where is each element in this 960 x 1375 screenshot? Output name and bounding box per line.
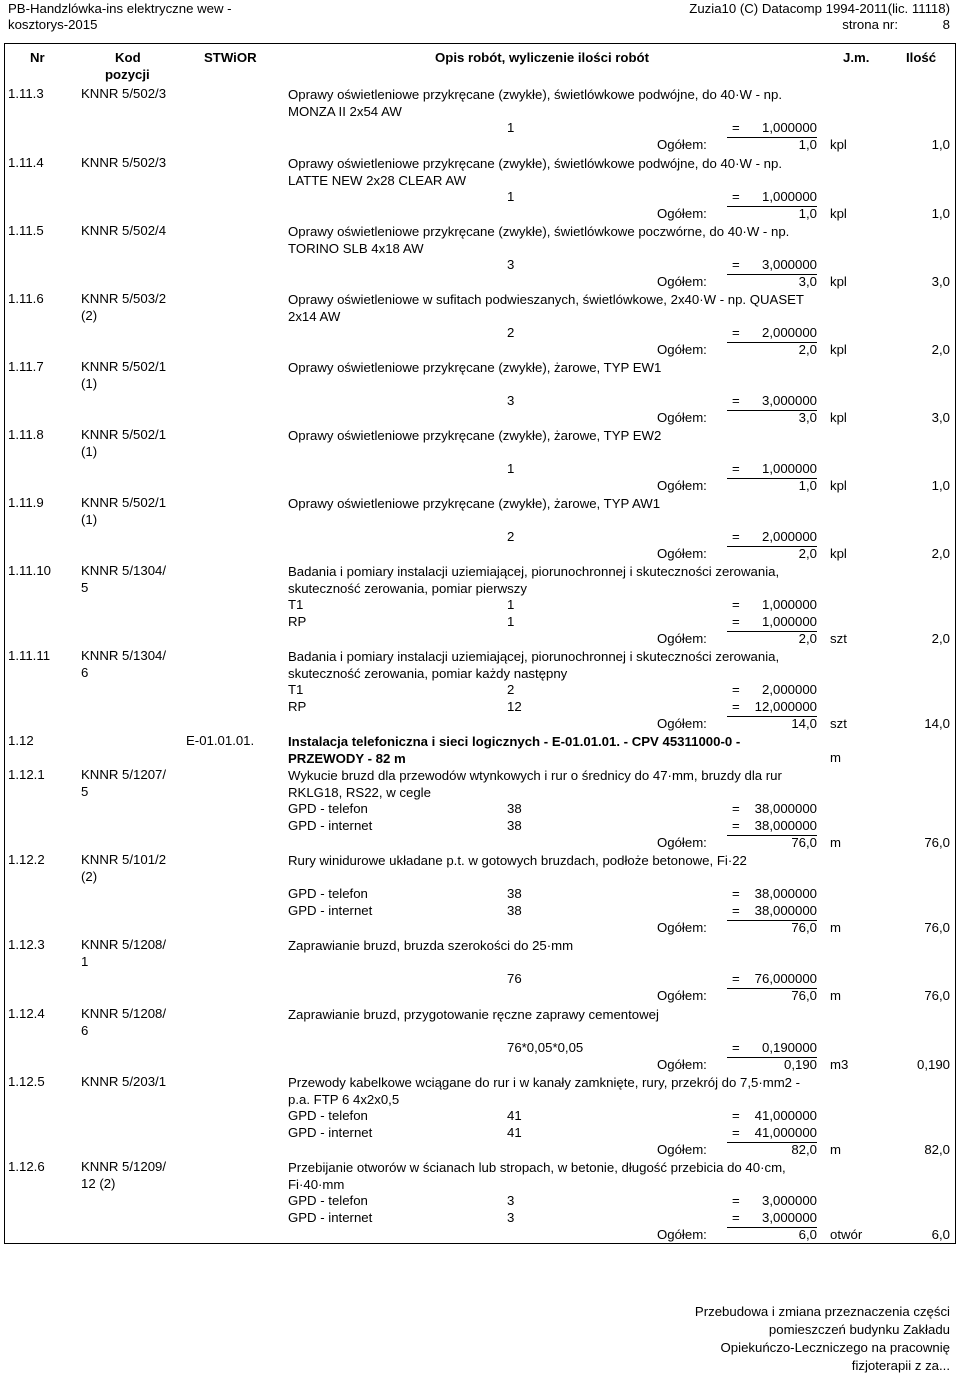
calc-result: 1,000000 bbox=[761, 189, 817, 204]
unit: otwór bbox=[830, 1227, 863, 1242]
position-number: 1.11.7 bbox=[8, 359, 44, 374]
total-line bbox=[0, 206, 960, 223]
calc-result: 1,000000 bbox=[761, 461, 817, 476]
position-code: KNNR 5/203/1 bbox=[81, 1074, 167, 1089]
total-value: 6,0 bbox=[798, 1227, 817, 1242]
calc-result: 41,000000 bbox=[754, 1125, 817, 1140]
calc-line bbox=[0, 818, 960, 835]
calc-expression: 38 bbox=[507, 801, 522, 816]
quantity: 1,0 bbox=[931, 137, 950, 152]
position-number: 1.12.2 bbox=[8, 852, 45, 867]
calc-equals: = bbox=[732, 1108, 740, 1123]
calc-line bbox=[0, 325, 960, 342]
calc-equals: = bbox=[732, 903, 740, 918]
unit: m bbox=[830, 920, 841, 935]
calc-expression: 41 bbox=[507, 1108, 522, 1123]
position-description: Rury winidurowe układane p.t. w gotowych bruzdach, podłoże betonowe, Fi·22 bbox=[288, 853, 747, 868]
quantity: 76,0 bbox=[924, 920, 950, 935]
position-code: (2) bbox=[81, 869, 98, 884]
calc-label: GPD - telefon bbox=[288, 801, 368, 816]
col-opis: Opis robót, wyliczenie ilości robót bbox=[435, 50, 649, 65]
position-description: Oprawy oświetleniowe przykręcane (zwykłe), świetlówkowe poczwórne, do 40·W - np. TORINO SLB 4x18 AW bbox=[288, 224, 790, 256]
position-description: Badania i pomiary instalacji uziemiającej, piorunochronnej i skuteczności zerowania, skuteczność zerowania, pomiar pierwszy bbox=[288, 564, 780, 596]
total-line bbox=[0, 137, 960, 154]
calc-result: 76,000000 bbox=[754, 971, 817, 986]
position-code: (1) bbox=[81, 376, 98, 391]
position-code: 6 bbox=[81, 665, 89, 680]
unit: m bbox=[830, 750, 841, 765]
total-line bbox=[0, 1057, 960, 1074]
calc-equals: = bbox=[732, 614, 740, 629]
total-value: 1,0 bbox=[798, 478, 817, 493]
doc-title-line1: PB-Handzlówka-ins elektryczne wew - bbox=[8, 1, 232, 16]
quantity: 0,190 bbox=[916, 1057, 950, 1072]
position-code: KNNR 5/502/1 bbox=[81, 495, 167, 510]
position-number: 1.11.11 bbox=[8, 648, 51, 663]
position-description: Oprawy oświetleniowe przykręcane (zwykłe), świetlówkowe podwójne, do 40·W - np. MONZA II 2x54 AW bbox=[288, 87, 782, 119]
calc-expression: 1 bbox=[507, 120, 515, 135]
position-code: KNNR 5/1208/ bbox=[81, 937, 167, 952]
position-code: 5 bbox=[81, 580, 89, 595]
total-value: 1,0 bbox=[798, 206, 817, 221]
total-label: Ogółem: bbox=[657, 546, 707, 561]
calc-equals: = bbox=[732, 1193, 740, 1208]
calc-result: 41,000000 bbox=[754, 1108, 817, 1123]
total-value: 3,0 bbox=[798, 274, 817, 289]
calc-equals: = bbox=[732, 597, 740, 612]
calc-label: GPD - telefon bbox=[288, 886, 368, 901]
calc-result: 2,000000 bbox=[761, 529, 817, 544]
calc-line bbox=[0, 461, 960, 478]
calc-expression: 1 bbox=[507, 189, 515, 204]
calc-result: 1,000000 bbox=[761, 597, 817, 612]
total-value: 82,0 bbox=[791, 1142, 817, 1157]
total-label: Ogółem: bbox=[657, 988, 707, 1003]
calc-equals: = bbox=[732, 1125, 740, 1140]
quantity: 1,0 bbox=[931, 206, 950, 221]
software-info: Zuzia10 (C) Datacomp 1994-2011(lic. 11118) bbox=[689, 1, 950, 16]
calc-result: 3,000000 bbox=[761, 1210, 817, 1225]
page-label: strona nr: bbox=[842, 17, 898, 32]
position-number: 1.11.3 bbox=[8, 86, 44, 101]
unit: kpl bbox=[830, 478, 847, 493]
calc-line bbox=[0, 971, 960, 988]
calc-line bbox=[0, 614, 960, 631]
position-number: 1.12.6 bbox=[8, 1159, 45, 1174]
col-kod-sub: pozycji bbox=[105, 67, 150, 82]
unit: m bbox=[830, 1142, 841, 1157]
position-code: (2) bbox=[81, 308, 98, 323]
col-stwior: STWiOR bbox=[204, 50, 257, 65]
calc-expression: 1 bbox=[507, 597, 515, 612]
calc-equals: = bbox=[732, 971, 740, 986]
total-value: 1,0 bbox=[798, 137, 817, 152]
calc-equals: = bbox=[732, 257, 740, 272]
total-label: Ogółem: bbox=[657, 410, 707, 425]
calc-expression: 76 bbox=[507, 971, 522, 986]
position-description: Badania i pomiary instalacji uziemiającej, piorunochronnej i skuteczności zerowania, skuteczność zerowania, pomiar każdy następny bbox=[288, 649, 780, 681]
position-code: 1 bbox=[81, 954, 89, 969]
position-code: KNNR 5/502/1 bbox=[81, 427, 167, 442]
calc-result: 2,000000 bbox=[761, 682, 817, 697]
unit: kpl bbox=[830, 274, 847, 289]
calc-equals: = bbox=[732, 529, 740, 544]
position-description: Oprawy oświetleniowe przykręcane (zwykłe), żarowe, TYP AW1 bbox=[288, 496, 661, 511]
position-description: Oprawy oświetleniowe przykręcane (zwykłe), żarowe, TYP EW1 bbox=[288, 360, 662, 375]
quantity: 14,0 bbox=[924, 716, 950, 731]
calc-result: 38,000000 bbox=[754, 801, 817, 816]
calc-result: 1,000000 bbox=[761, 120, 817, 135]
total-line bbox=[0, 631, 960, 648]
total-label: Ogółem: bbox=[657, 631, 707, 646]
total-line bbox=[0, 1227, 960, 1244]
total-value: 76,0 bbox=[791, 988, 817, 1003]
calc-line bbox=[0, 886, 960, 903]
page-header bbox=[0, 0, 960, 38]
position-code: KNNR 5/502/3 bbox=[81, 155, 167, 170]
total-label: Ogółem: bbox=[657, 478, 707, 493]
footer-line: pomieszczeń budynku Zakładu bbox=[768, 1322, 950, 1337]
position-number: 1.12.5 bbox=[8, 1074, 45, 1089]
quantity: 1,0 bbox=[931, 478, 950, 493]
unit: m3 bbox=[830, 1057, 849, 1072]
calc-expression: 38 bbox=[507, 886, 522, 901]
position-number: 1.12.4 bbox=[8, 1006, 45, 1021]
calc-equals: = bbox=[732, 120, 740, 135]
position-code: KNNR 5/503/2 bbox=[81, 291, 167, 306]
calc-line bbox=[0, 1125, 960, 1142]
total-line bbox=[0, 274, 960, 291]
calc-equals: = bbox=[732, 1040, 740, 1055]
total-line bbox=[0, 1142, 960, 1159]
total-line bbox=[0, 920, 960, 937]
total-label: Ogółem: bbox=[657, 274, 707, 289]
position-number: 1.11.8 bbox=[8, 427, 44, 442]
total-line bbox=[0, 478, 960, 495]
calc-equals: = bbox=[732, 189, 740, 204]
position-number: 1.11.9 bbox=[8, 495, 44, 510]
quantity: 76,0 bbox=[924, 835, 950, 850]
calc-line bbox=[0, 1040, 960, 1057]
position-description: Oprawy oświetleniowe przykręcane (zwykłe), świetlówkowe podwójne, do 40·W - np. LATTE NEW 2x28 CLEAR AW bbox=[288, 156, 782, 188]
unit: szt bbox=[830, 716, 847, 731]
calc-label: GPD - internet bbox=[288, 1125, 373, 1140]
total-label: Ogółem: bbox=[657, 1057, 707, 1072]
calc-expression: 2 bbox=[507, 325, 515, 340]
position-description: Zaprawianie bruzd, przygotowanie ręczne zaprawy cementowej bbox=[288, 1007, 659, 1022]
unit: kpl bbox=[830, 410, 847, 425]
position-code: 6 bbox=[81, 1023, 89, 1038]
total-line bbox=[0, 410, 960, 427]
position-description: Oprawy oświetleniowe w sufitach podwieszanych, świetlówkowe, 2x40·W - np. QUASET 2x14 AW bbox=[288, 292, 804, 324]
total-label: Ogółem: bbox=[657, 835, 707, 850]
calc-equals: = bbox=[732, 393, 740, 408]
calc-result: 38,000000 bbox=[754, 818, 817, 833]
doc-title-line2: kosztorys-2015 bbox=[8, 17, 98, 32]
quantity: 2,0 bbox=[931, 631, 950, 646]
calc-line bbox=[0, 699, 960, 716]
calc-line bbox=[0, 120, 960, 137]
col-nr: Nr bbox=[30, 50, 45, 65]
col-jm: J.m. bbox=[843, 50, 870, 65]
position-code: KNNR 5/1208/ bbox=[81, 1006, 167, 1021]
total-value: 76,0 bbox=[791, 920, 817, 935]
total-line bbox=[0, 546, 960, 563]
calc-result: 12,000000 bbox=[754, 699, 817, 714]
calc-expression: 1 bbox=[507, 461, 515, 476]
position-code: KNNR 5/1209/ bbox=[81, 1159, 167, 1174]
total-line bbox=[0, 716, 960, 733]
calc-label: GPD - telefon bbox=[288, 1193, 368, 1208]
calc-equals: = bbox=[732, 682, 740, 697]
total-value: 2,0 bbox=[798, 342, 817, 357]
position-description: Instalacja telefoniczna i sieci logicznych - E-01.01.01. - CPV 45311000-0 - PRZEWODY - 82 m bbox=[288, 734, 741, 766]
quantity: 2,0 bbox=[931, 546, 950, 561]
position-number: 1.11.10 bbox=[8, 563, 52, 578]
position-code: KNNR 5/1207/ bbox=[81, 767, 167, 782]
total-value: 2,0 bbox=[798, 631, 817, 646]
quantity: 2,0 bbox=[931, 342, 950, 357]
position-number: 1.12.1 bbox=[8, 767, 45, 782]
calc-label: GPD - internet bbox=[288, 818, 373, 833]
total-value: 2,0 bbox=[798, 546, 817, 561]
calc-line bbox=[0, 682, 960, 699]
calc-equals: = bbox=[732, 461, 740, 476]
calc-line bbox=[0, 1210, 960, 1227]
total-line bbox=[0, 988, 960, 1005]
total-value: 3,0 bbox=[798, 410, 817, 425]
calc-result: 3,000000 bbox=[761, 257, 817, 272]
unit: kpl bbox=[830, 546, 847, 561]
calc-result: 38,000000 bbox=[754, 903, 817, 918]
quantity: 3,0 bbox=[931, 274, 950, 289]
calc-label: RP bbox=[288, 699, 307, 714]
total-line bbox=[0, 835, 960, 852]
position-code: KNNR 5/1304/ bbox=[81, 563, 167, 578]
quantity: 82,0 bbox=[924, 1142, 950, 1157]
calc-expression: 1 bbox=[507, 614, 515, 629]
unit: kpl bbox=[830, 137, 847, 152]
footer-line: fizjoterapii z za... bbox=[851, 1358, 950, 1373]
calc-line bbox=[0, 801, 960, 818]
position-code: (1) bbox=[81, 512, 98, 527]
calc-result: 3,000000 bbox=[761, 1193, 817, 1208]
position-code: (1) bbox=[81, 444, 98, 459]
calc-result: 2,000000 bbox=[761, 325, 817, 340]
calc-result: 1,000000 bbox=[761, 614, 817, 629]
footer-line: Przebudowa i zmiana przeznaczenia części bbox=[694, 1304, 950, 1319]
calc-label: T1 bbox=[288, 682, 304, 697]
calc-line bbox=[0, 529, 960, 546]
calc-line bbox=[0, 257, 960, 274]
unit: szt bbox=[830, 631, 847, 646]
page-footer bbox=[650, 1303, 950, 1375]
position-description: Przebijanie otworów w ścianach lub stropach, w betonie, długość przebicia do 40·cm, Fi·40·mm bbox=[288, 1160, 786, 1192]
position-number: 1.12.3 bbox=[8, 937, 45, 952]
calc-equals: = bbox=[732, 1210, 740, 1225]
calc-equals: = bbox=[732, 801, 740, 816]
calc-expression: 3 bbox=[507, 1193, 515, 1208]
calc-expression: 3 bbox=[507, 1210, 515, 1225]
calc-line bbox=[0, 189, 960, 206]
position-number: 1.11.5 bbox=[8, 223, 44, 238]
unit: m bbox=[830, 835, 841, 850]
col-kod: Kod bbox=[115, 50, 141, 65]
quantity: 76,0 bbox=[924, 988, 950, 1003]
calc-expression: 2 bbox=[507, 529, 515, 544]
total-label: Ogółem: bbox=[657, 1227, 707, 1242]
total-label: Ogółem: bbox=[657, 137, 707, 152]
col-ilosc: Ilość bbox=[906, 50, 937, 65]
calc-label: RP bbox=[288, 614, 307, 629]
calc-equals: = bbox=[732, 325, 740, 340]
calc-expression: 2 bbox=[507, 682, 515, 697]
footer-line: Opiekuńczo-Leczniczego na pracownię bbox=[720, 1340, 950, 1355]
quantity: 3,0 bbox=[931, 410, 950, 425]
calc-result: 3,000000 bbox=[761, 393, 817, 408]
position-code: KNNR 5/502/3 bbox=[81, 86, 167, 101]
calc-expression: 3 bbox=[507, 393, 515, 408]
calc-label: GPD - internet bbox=[288, 903, 373, 918]
calc-expression: 3 bbox=[507, 257, 515, 272]
total-label: Ogółem: bbox=[657, 342, 707, 357]
total-label: Ogółem: bbox=[657, 1142, 707, 1157]
total-value: 0,190 bbox=[783, 1057, 817, 1072]
unit: kpl bbox=[830, 206, 847, 221]
quantity: 6,0 bbox=[931, 1227, 950, 1242]
total-label: Ogółem: bbox=[657, 206, 707, 221]
calc-expression: 12 bbox=[507, 699, 522, 714]
position-code: KNNR 5/502/1 bbox=[81, 359, 167, 374]
position-code: 5 bbox=[81, 784, 89, 799]
position-code: KNNR 5/502/4 bbox=[81, 223, 167, 238]
total-line bbox=[0, 342, 960, 359]
position-number: 1.12 bbox=[8, 733, 34, 748]
page-number: 8 bbox=[942, 17, 950, 32]
stwior-code: E-01.01.01. bbox=[186, 733, 255, 748]
position-number: 1.11.4 bbox=[8, 155, 44, 170]
calc-label: GPD - internet bbox=[288, 1210, 373, 1225]
calc-line bbox=[0, 903, 960, 920]
calc-expression: 38 bbox=[507, 818, 522, 833]
calc-expression: 38 bbox=[507, 903, 522, 918]
calc-expression: 41 bbox=[507, 1125, 522, 1140]
calc-equals: = bbox=[732, 818, 740, 833]
position-description: Oprawy oświetleniowe przykręcane (zwykłe), żarowe, TYP EW2 bbox=[288, 428, 662, 443]
position-description: Wykucie bruzd dla przewodów wtynkowych i rur o średnicy do 47·mm, bruzdy dla rur RKLG18, RS22, w cegle bbox=[288, 768, 782, 800]
position-description: Zaprawianie bruzd, bruzda szerokości do 25·mm bbox=[288, 938, 574, 953]
position-code: KNNR 5/1304/ bbox=[81, 648, 167, 663]
total-label: Ogółem: bbox=[657, 716, 707, 731]
calc-equals: = bbox=[732, 886, 740, 901]
calc-expression: 76*0,05*0,05 bbox=[507, 1040, 584, 1055]
calc-label: T1 bbox=[288, 597, 304, 612]
position-code: 12 (2) bbox=[81, 1176, 116, 1191]
calc-line bbox=[0, 597, 960, 614]
position-description: Przewody kabelkowe wciągane do rur i w kanały zamknięte, rury, przekrój do 7,5·mm2 - p.a. FTP 6 4x2x0,5 bbox=[288, 1075, 801, 1107]
position-number: 1.11.6 bbox=[8, 291, 44, 306]
calc-result: 38,000000 bbox=[754, 886, 817, 901]
total-value: 14,0 bbox=[791, 716, 817, 731]
calc-line bbox=[0, 1108, 960, 1125]
total-label: Ogółem: bbox=[657, 920, 707, 935]
unit: m bbox=[830, 988, 841, 1003]
calc-result: 0,190000 bbox=[761, 1040, 817, 1055]
calc-equals: = bbox=[732, 699, 740, 714]
total-value: 76,0 bbox=[791, 835, 817, 850]
table-top-border bbox=[4, 43, 956, 44]
calc-label: GPD - telefon bbox=[288, 1108, 368, 1123]
calc-line bbox=[0, 393, 960, 410]
calc-line bbox=[0, 1193, 960, 1210]
unit: kpl bbox=[830, 342, 847, 357]
position-code: KNNR 5/101/2 bbox=[81, 852, 167, 867]
